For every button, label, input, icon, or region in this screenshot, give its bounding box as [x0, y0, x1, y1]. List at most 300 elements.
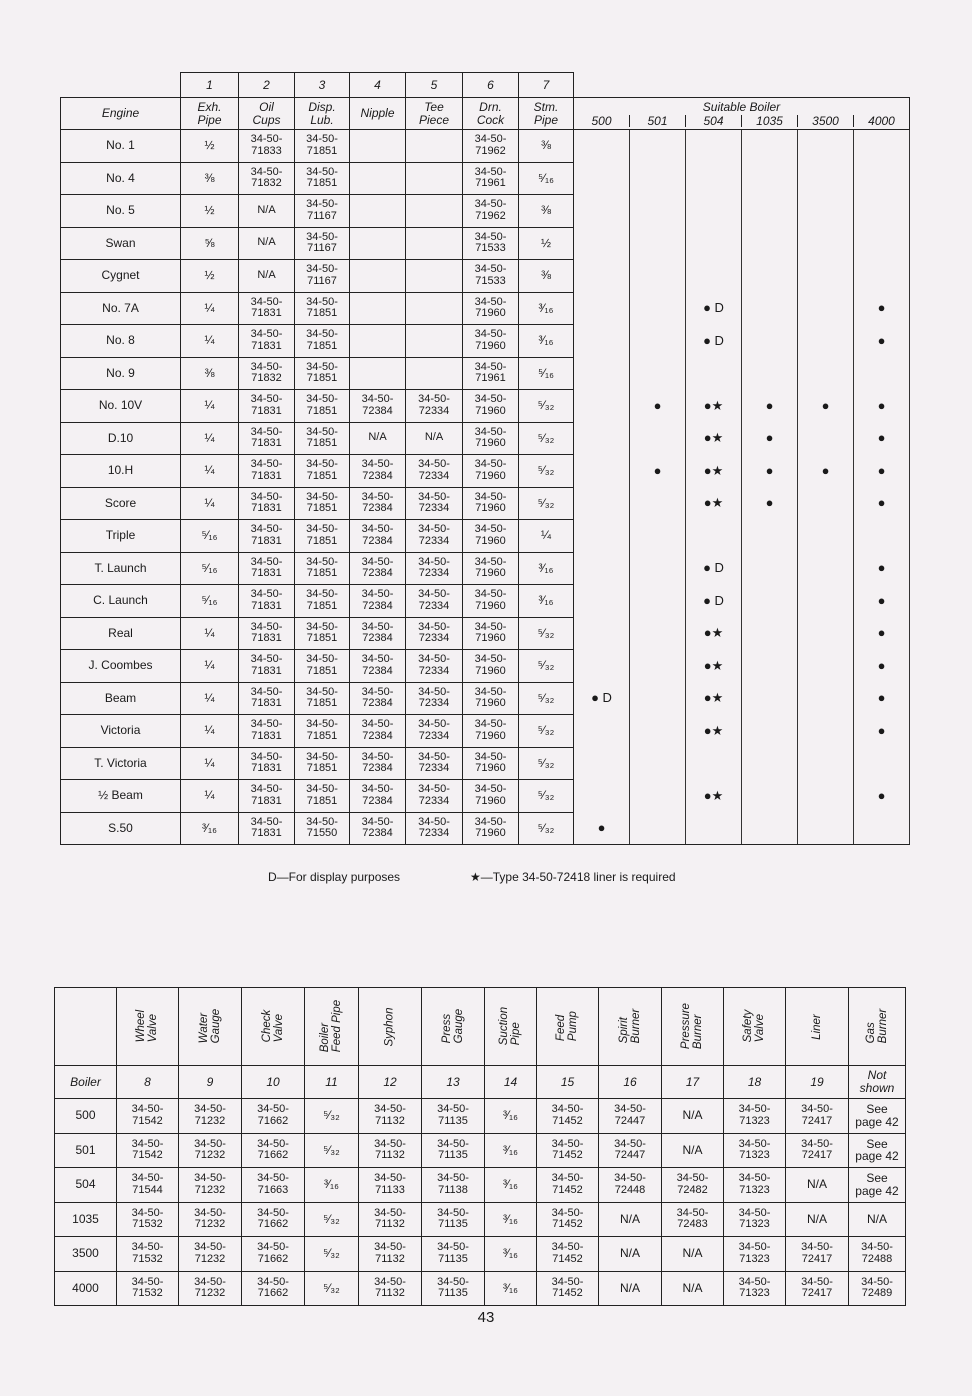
boiler-suitability-mark [630, 650, 686, 683]
boiler-suitability-mark: ●★ [686, 455, 742, 488]
boiler-suitability-mark [574, 455, 630, 488]
part-cell: 34-50- 72417 [786, 1099, 849, 1134]
nipple [350, 292, 406, 325]
boiler-suitability-mark: ● [742, 422, 798, 455]
boiler-suitability-mark [854, 812, 910, 845]
boiler-suitability-mark [742, 747, 798, 780]
exhaust-pipe: ½ [181, 195, 239, 228]
displacement-lubricator: 34-50- 71851 [295, 162, 350, 195]
part-cell: 34-50- 71323 [724, 1271, 786, 1306]
boiler-suitability-mark [742, 130, 798, 163]
tee-piece: 34-50- 72334 [406, 390, 463, 423]
table-row [55, 1237, 906, 1272]
displacement-lubricator: 34-50- 71851 [295, 390, 350, 423]
part-number: 14 [485, 1066, 537, 1099]
boiler-suitability-mark: ● [854, 292, 910, 325]
part-cell: 34-50- 71132 [359, 1133, 422, 1168]
steam-pipe: ⁵⁄₃₂ [519, 682, 574, 715]
boiler-suitability-mark: ● [854, 585, 910, 618]
boiler-suitability-mark: ●★ [686, 422, 742, 455]
part-cell: ³⁄₁₆ [485, 1202, 537, 1237]
table-row [61, 162, 910, 195]
drain-cock: 34-50- 71960 [463, 487, 519, 520]
boiler-suitability-mark: ● [854, 552, 910, 585]
boiler-suitability-mark [574, 650, 630, 683]
part-cell: 34-50- 71232 [179, 1133, 242, 1168]
part-number: 19 [786, 1066, 849, 1099]
steam-pipe: ⅜ [519, 195, 574, 228]
displacement-lubricator: 34-50- 71851 [295, 650, 350, 683]
nipple: N/A [350, 422, 406, 455]
boiler-code: 504 [685, 115, 741, 128]
boiler-suitability-mark [742, 715, 798, 748]
part-name-header [724, 988, 786, 1066]
boiler-suitability-mark [686, 747, 742, 780]
table-row [61, 780, 910, 813]
boiler-suitability-mark [742, 520, 798, 553]
part-cell: 34-50- 71532 [117, 1202, 179, 1237]
exhaust-pipe: ¼ [181, 715, 239, 748]
boiler-suitability-mark [630, 357, 686, 390]
tee-piece: 34-50- 72334 [406, 617, 463, 650]
boiler-suitability-mark [798, 812, 854, 845]
displacement-lubricator: 34-50- 71851 [295, 617, 350, 650]
oil-cups: N/A [239, 227, 295, 260]
nipple: 34-50- 72384 [350, 650, 406, 683]
nipple: 34-50- 72384 [350, 455, 406, 488]
column-header: Engine [61, 98, 181, 130]
drain-cock: 34-50- 71962 [463, 195, 519, 228]
steam-pipe: ⅜ [519, 260, 574, 293]
displacement-lubricator: 34-50- 71851 [295, 455, 350, 488]
boiler-suitability-mark [574, 715, 630, 748]
table-row [61, 520, 910, 553]
engine-name: D.10 [61, 422, 181, 455]
part-name-header [359, 988, 422, 1066]
boiler-suitability-mark [630, 227, 686, 260]
part-name-header [117, 988, 179, 1066]
part-name-header [849, 988, 906, 1066]
oil-cups: 34-50- 71831 [239, 780, 295, 813]
part-cell: 34-50- 72483 [662, 1202, 724, 1237]
part-number: 8 [117, 1066, 179, 1099]
part-number: 17 [662, 1066, 724, 1099]
oil-cups: 34-50- 71831 [239, 520, 295, 553]
drain-cock: 34-50- 71960 [463, 325, 519, 358]
boiler-suitability-mark [742, 617, 798, 650]
table-row [61, 455, 910, 488]
boiler-code: 3500 [55, 1237, 117, 1272]
column-header: Oil Cups [239, 98, 295, 130]
boiler-suitability-mark [574, 292, 630, 325]
engine-name: Triple [61, 520, 181, 553]
engine-name: Score [61, 487, 181, 520]
part-cell: N/A [662, 1133, 724, 1168]
steam-pipe: ⁵⁄₃₂ [519, 422, 574, 455]
part-cell: 34-50- 72417 [786, 1237, 849, 1272]
table-row [55, 1133, 906, 1168]
nipple [350, 325, 406, 358]
boiler-suitability-mark [742, 227, 798, 260]
steam-pipe: ⁵⁄₃₂ [519, 812, 574, 845]
part-number: 16 [599, 1066, 662, 1099]
boiler-suitability-mark [798, 715, 854, 748]
boiler-suitability-mark [798, 422, 854, 455]
header-row [61, 98, 910, 130]
part-cell: 34-50- 71135 [422, 1271, 485, 1306]
boiler-code: 500 [55, 1099, 117, 1134]
part-name-label: Press Gauge [440, 1009, 465, 1044]
boiler-suitability-mark: ● D [686, 292, 742, 325]
drain-cock: 34-50- 71960 [463, 520, 519, 553]
tee-piece [406, 227, 463, 260]
drain-cock: 34-50- 71960 [463, 617, 519, 650]
table-row [61, 130, 910, 163]
boiler-suitability-mark [630, 715, 686, 748]
boiler-suitability-mark [798, 650, 854, 683]
drain-cock: 34-50- 71960 [463, 390, 519, 423]
boiler-suitability-mark: ●★ [686, 617, 742, 650]
boiler-suitability-mark [574, 390, 630, 423]
boiler-suitability-mark [630, 747, 686, 780]
engine-name: J. Coombes [61, 650, 181, 683]
blank-cell [798, 73, 854, 98]
boiler-suitability-mark [574, 422, 630, 455]
tee-piece: 34-50- 72334 [406, 487, 463, 520]
exhaust-pipe: ⁵⁄₁₆ [181, 585, 239, 618]
boiler-code: 4000 [853, 115, 909, 128]
boiler-code: 501 [55, 1133, 117, 1168]
boiler-suitability-mark [630, 422, 686, 455]
part-cell: 34-50- 71232 [179, 1099, 242, 1134]
displacement-lubricator: 34-50- 71167 [295, 227, 350, 260]
boiler-suitability-mark: ●★ [686, 650, 742, 683]
table-row [61, 747, 910, 780]
exhaust-pipe: ¼ [181, 487, 239, 520]
nipple [350, 195, 406, 228]
part-cell: 34-50- 71532 [117, 1237, 179, 1272]
table-row [61, 585, 910, 618]
part-cell: 34-50- 71232 [179, 1168, 242, 1203]
part-cell: See page 42 [849, 1168, 906, 1203]
boiler-suitability-mark [574, 195, 630, 228]
blank-cell [854, 73, 910, 98]
part-cell: 34-50- 72447 [599, 1099, 662, 1134]
part-name-header [662, 988, 724, 1066]
part-cell: ³⁄₁₆ [305, 1168, 359, 1203]
part-cell: 34-50- 71452 [537, 1099, 599, 1134]
part-cell: 34-50- 71135 [422, 1202, 485, 1237]
boiler-parts-table [54, 987, 906, 1306]
column-number: 6 [463, 73, 519, 98]
displacement-lubricator: 34-50- 71851 [295, 715, 350, 748]
blank-cell [630, 73, 686, 98]
exhaust-pipe: ¼ [181, 390, 239, 423]
drain-cock: 34-50- 71960 [463, 292, 519, 325]
tee-piece [406, 292, 463, 325]
table-row [61, 390, 910, 423]
boiler-suitability-mark [686, 195, 742, 228]
part-cell: 34-50- 71662 [242, 1133, 305, 1168]
boiler-suitability-mark [574, 227, 630, 260]
boiler-suitability-mark [630, 487, 686, 520]
oil-cups: 34-50- 71831 [239, 487, 295, 520]
boiler-suitability-mark: ● [854, 487, 910, 520]
boiler-suitability-mark [854, 162, 910, 195]
boiler-suitability-mark [742, 260, 798, 293]
exhaust-pipe: ¼ [181, 617, 239, 650]
part-cell: 34-50- 71232 [179, 1237, 242, 1272]
displacement-lubricator: 34-50- 71851 [295, 585, 350, 618]
boiler-suitability-mark [574, 487, 630, 520]
part-number: 12 [359, 1066, 422, 1099]
boiler-suitability-mark [574, 325, 630, 358]
part-cell: 34-50- 72488 [849, 1237, 906, 1272]
engine-name: No. 4 [61, 162, 181, 195]
oil-cups: N/A [239, 260, 295, 293]
boiler-suitability-mark: ● [854, 325, 910, 358]
boiler-suitability-mark [798, 130, 854, 163]
part-name-label: Safety Valve [742, 1010, 767, 1043]
steam-pipe: ⁵⁄₃₂ [519, 650, 574, 683]
boiler-suitability-mark [742, 325, 798, 358]
part-cell: N/A [599, 1271, 662, 1306]
suitable-boiler-header [574, 98, 910, 130]
table-row [55, 1099, 906, 1134]
part-cell: ³⁄₁₆ [485, 1271, 537, 1306]
part-name-header [422, 988, 485, 1066]
table-row [61, 357, 910, 390]
part-name-label: Spirit Burner [617, 1009, 642, 1044]
engine-name: T. Victoria [61, 747, 181, 780]
part-name-header [242, 988, 305, 1066]
tee-piece [406, 195, 463, 228]
drain-cock: 34-50- 71533 [463, 260, 519, 293]
part-name-label: Boiler Feed Pipe [319, 1000, 344, 1053]
part-cell: N/A [599, 1237, 662, 1272]
exhaust-pipe: ¼ [181, 682, 239, 715]
table-row [61, 292, 910, 325]
drain-cock: 34-50- 71960 [463, 552, 519, 585]
steam-pipe: ³⁄₁₆ [519, 552, 574, 585]
boiler-suitability-mark [686, 357, 742, 390]
nipple: 34-50- 72384 [350, 715, 406, 748]
exhaust-pipe: ¼ [181, 780, 239, 813]
displacement-lubricator: 34-50- 71851 [295, 130, 350, 163]
boiler-suitability-mark [854, 357, 910, 390]
engine-name: T. Launch [61, 552, 181, 585]
part-number: 18 [724, 1066, 786, 1099]
engine-name: 10.H [61, 455, 181, 488]
part-cell: 34-50- 72417 [786, 1133, 849, 1168]
boiler-suitability-mark [686, 130, 742, 163]
boiler-suitability-mark [630, 682, 686, 715]
steam-pipe: ⁵⁄₃₂ [519, 747, 574, 780]
part-number: Not shown [849, 1066, 906, 1099]
blank-cell [742, 73, 798, 98]
boiler-suitability-mark: ● [854, 715, 910, 748]
boiler-suitability-mark [574, 552, 630, 585]
table-row [61, 487, 910, 520]
boiler-suitability-mark [742, 162, 798, 195]
part-cell: 34-50- 71323 [724, 1168, 786, 1203]
boiler-suitability-mark [854, 747, 910, 780]
engine-name: No. 10V [61, 390, 181, 423]
part-cell: ⁵⁄₃₂ [305, 1202, 359, 1237]
boiler-suitability-mark: ● [630, 455, 686, 488]
engine-name: Cygnet [61, 260, 181, 293]
tee-piece: 34-50- 72334 [406, 715, 463, 748]
table-row [55, 1202, 906, 1237]
part-cell: 34-50- 71232 [179, 1202, 242, 1237]
table-row [61, 650, 910, 683]
part-cell: 34-50- 71132 [359, 1237, 422, 1272]
nipple: 34-50- 72384 [350, 552, 406, 585]
boiler-suitability-mark [686, 260, 742, 293]
boiler-suitability-mark [574, 585, 630, 618]
boiler-suitability-mark: ●★ [686, 715, 742, 748]
oil-cups: 34-50- 71831 [239, 715, 295, 748]
oil-cups: 34-50- 71831 [239, 292, 295, 325]
part-cell: ⁵⁄₃₂ [305, 1099, 359, 1134]
tee-piece: 34-50- 72334 [406, 747, 463, 780]
part-name-header [786, 988, 849, 1066]
drain-cock: 34-50- 71960 [463, 455, 519, 488]
column-number: 2 [239, 73, 295, 98]
boiler-suitability-mark [574, 260, 630, 293]
drain-cock: 34-50- 71961 [463, 162, 519, 195]
engine-parts-table [60, 72, 910, 845]
boiler-suitability-mark [798, 617, 854, 650]
part-cell: 34-50- 71544 [117, 1168, 179, 1203]
boiler-suitability-mark: ● [854, 650, 910, 683]
boiler-suitability-mark: ● D [686, 325, 742, 358]
part-cell: 34-50- 72447 [599, 1133, 662, 1168]
boiler-suitability-mark [630, 552, 686, 585]
column-header: Stm. Pipe [519, 98, 574, 130]
boiler-code: 3500 [797, 115, 853, 128]
steam-pipe: ⁵⁄₁₆ [519, 162, 574, 195]
engine-name: No. 9 [61, 357, 181, 390]
boiler-suitability-mark [630, 325, 686, 358]
steam-pipe: ¼ [519, 520, 574, 553]
oil-cups: 34-50- 71831 [239, 617, 295, 650]
boiler-suitability-mark: ● D [686, 585, 742, 618]
part-cell: ⁵⁄₃₂ [305, 1237, 359, 1272]
boiler-suitability-mark [630, 780, 686, 813]
oil-cups: 34-50- 71831 [239, 422, 295, 455]
part-cell: N/A [786, 1168, 849, 1203]
part-name-label: Wheel Valve [135, 1010, 160, 1043]
table-row [61, 617, 910, 650]
engine-name: ½ Beam [61, 780, 181, 813]
boiler-suitability-mark [742, 552, 798, 585]
steam-pipe: ⁵⁄₃₂ [519, 715, 574, 748]
displacement-lubricator: 34-50- 71167 [295, 195, 350, 228]
boiler-suitability-mark: ● [798, 455, 854, 488]
oil-cups: N/A [239, 195, 295, 228]
boiler-suitability-mark [686, 227, 742, 260]
nipple: 34-50- 72384 [350, 747, 406, 780]
engine-name: No. 1 [61, 130, 181, 163]
part-name-label: Liner [810, 1014, 823, 1040]
boiler-suitability-mark [742, 357, 798, 390]
part-name-label: Gas Burner [864, 1009, 889, 1044]
part-cell: 34-50- 71135 [422, 1237, 485, 1272]
part-cell: 34-50- 72417 [786, 1271, 849, 1306]
boiler-suitability-mark: ● [742, 487, 798, 520]
part-cell: 34-50- 71135 [422, 1099, 485, 1134]
part-cell: N/A [662, 1271, 724, 1306]
engine-name: No. 5 [61, 195, 181, 228]
drain-cock: 34-50- 71961 [463, 357, 519, 390]
legend-liner: ★—Type 34-50-72418 liner is required [470, 870, 676, 884]
boiler-suitability-mark [798, 552, 854, 585]
nipple: 34-50- 72384 [350, 585, 406, 618]
blank-cell [686, 73, 742, 98]
part-cell: N/A [599, 1202, 662, 1237]
tee-piece: 34-50- 72334 [406, 585, 463, 618]
boiler-suitability-mark [798, 780, 854, 813]
column-number: 5 [406, 73, 463, 98]
suitable-boiler-title: Suitable Boiler [702, 100, 781, 114]
boiler-suitability-mark: ●★ [686, 682, 742, 715]
part-cell: 34-50- 71132 [359, 1202, 422, 1237]
part-cell: ³⁄₁₆ [485, 1168, 537, 1203]
nipple [350, 227, 406, 260]
oil-cups: 34-50- 71831 [239, 552, 295, 585]
boiler-suitability-mark: ● [854, 390, 910, 423]
tee-piece: 34-50- 72334 [406, 520, 463, 553]
column-header: Exh. Pipe [181, 98, 239, 130]
boiler-suitability-mark [798, 747, 854, 780]
steam-pipe: ³⁄₁₆ [519, 292, 574, 325]
boiler-suitability-mark [798, 585, 854, 618]
part-cell: 34-50- 71323 [724, 1237, 786, 1272]
boiler-suitability-mark [854, 260, 910, 293]
displacement-lubricator: 34-50- 71851 [295, 747, 350, 780]
tee-piece [406, 357, 463, 390]
part-name-header [305, 988, 359, 1066]
boiler-suitability-mark: ● [854, 617, 910, 650]
nipple [350, 260, 406, 293]
boiler-suitability-mark [798, 682, 854, 715]
engine-name: No. 8 [61, 325, 181, 358]
part-cell: N/A [662, 1099, 724, 1134]
boiler-suitability-mark [742, 585, 798, 618]
page-number: 43 [477, 1309, 495, 1326]
boiler-suitability-mark [854, 520, 910, 553]
displacement-lubricator: 34-50- 71851 [295, 682, 350, 715]
boiler-suitability-mark [574, 357, 630, 390]
engine-name: C. Launch [61, 585, 181, 618]
part-cell: ⁵⁄₃₂ [305, 1271, 359, 1306]
drain-cock: 34-50- 71960 [463, 715, 519, 748]
column-header: Drn. Cock [463, 98, 519, 130]
part-cell: ³⁄₁₆ [485, 1099, 537, 1134]
oil-cups: 34-50- 71831 [239, 325, 295, 358]
column-number: 3 [295, 73, 350, 98]
part-number-row [55, 1066, 906, 1099]
oil-cups: 34-50- 71831 [239, 682, 295, 715]
boiler-code: 1035 [55, 1202, 117, 1237]
part-cell: See page 42 [849, 1133, 906, 1168]
exhaust-pipe: ⅝ [181, 227, 239, 260]
tee-piece: 34-50- 72334 [406, 650, 463, 683]
table-row [61, 682, 910, 715]
part-cell: N/A [786, 1202, 849, 1237]
boiler-suitability-mark [686, 520, 742, 553]
